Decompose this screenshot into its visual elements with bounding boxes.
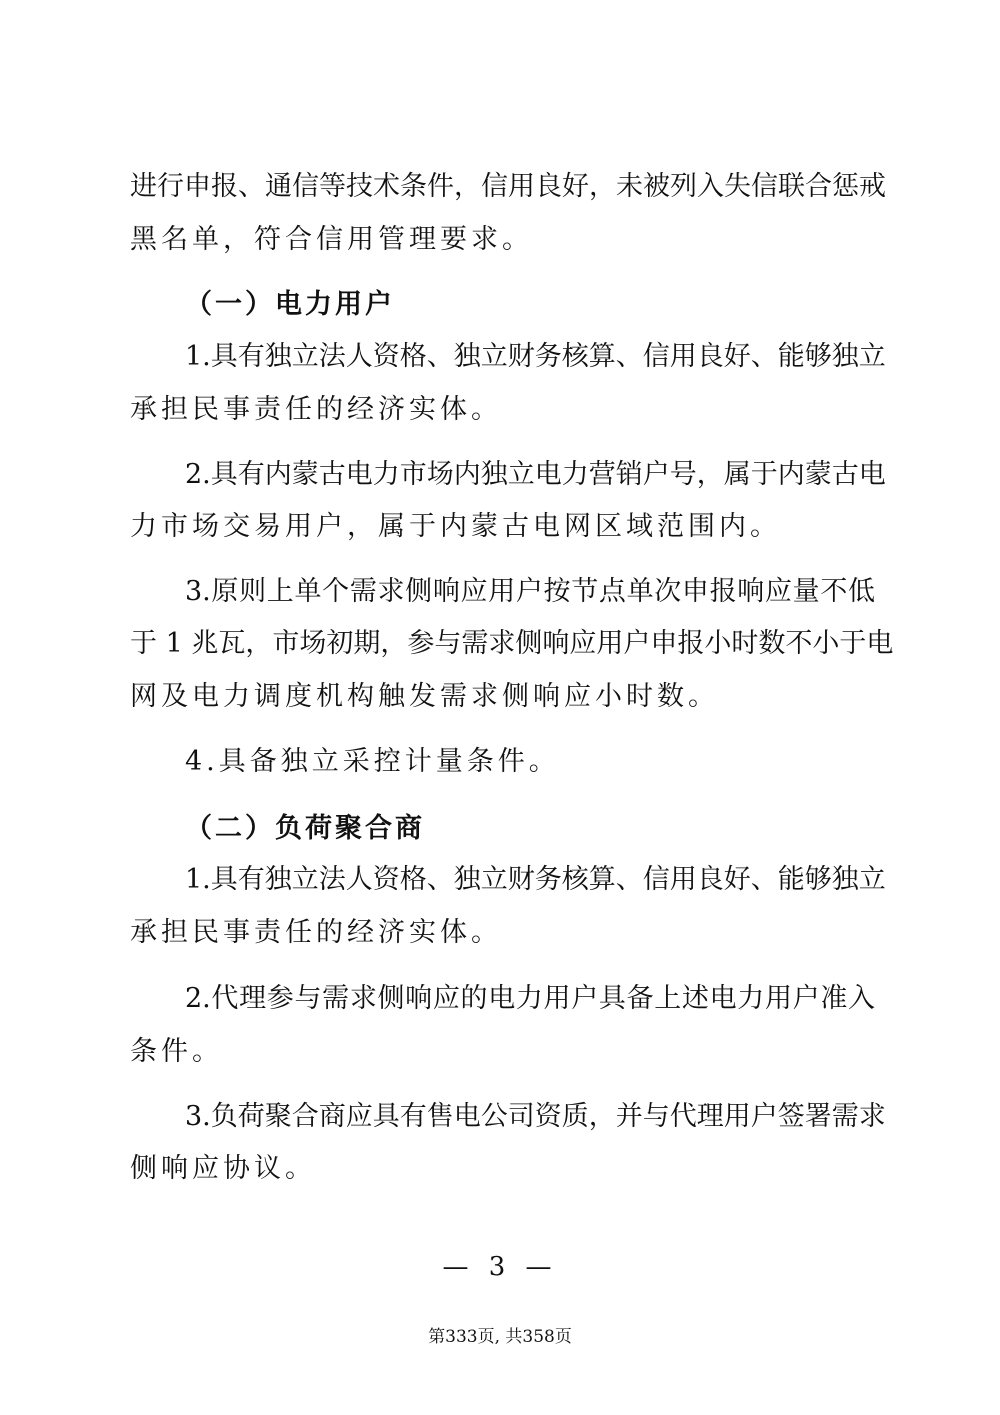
paragraph-line: 1.具有独立法人资格、独立财务核算、信用良好、能够独立: [185, 341, 886, 372]
page-footer: 第333页, 共358页: [428, 1327, 572, 1347]
paragraph-line: 3.负荷聚合商应具有售电公司资质，并与代理用户签署需求: [185, 1101, 886, 1132]
paragraph-line: 1.具有独立法人资格、独立财务核算、信用良好、能够独立: [185, 864, 886, 895]
page-number: — 3 —: [442, 1252, 558, 1282]
paragraph-line: 网及电力调度机构触发需求侧响应小时数。: [130, 681, 719, 712]
paragraph-line: 条件。: [130, 1036, 223, 1067]
section-heading-1: （一）电力用户: [185, 289, 395, 320]
paragraph-line: 进行申报、通信等技术条件，信用良好，未被列入失信联合惩戒: [130, 171, 886, 202]
paragraph-line: 侧响应协议。: [130, 1153, 316, 1184]
paragraph-line: 承担民事责任的经济实体。: [130, 394, 502, 425]
paragraph-line: 黑名单，符合信用管理要求。: [130, 224, 533, 255]
paragraph-line: 4.具备独立采控计量条件。: [185, 746, 560, 777]
paragraph-line: 2.代理参与需求侧响应的电力用户具备上述电力用户准入: [185, 983, 875, 1014]
section-heading-2: （二）负荷聚合商: [185, 813, 425, 844]
paragraph-line: 承担民事责任的经济实体。: [130, 917, 502, 948]
paragraph-line: 3.原则上单个需求侧响应用户按节点单次申报响应量不低: [185, 576, 875, 607]
paragraph-line: 2.具有内蒙古电力市场内独立电力营销户号，属于内蒙古电: [185, 459, 886, 490]
paragraph-line: 于 1 兆瓦，市场初期，参与需求侧响应用户申报小时数不小于电: [130, 628, 894, 659]
paragraph-line: 力市场交易用户，属于内蒙古电网区域范围内。: [130, 511, 781, 542]
